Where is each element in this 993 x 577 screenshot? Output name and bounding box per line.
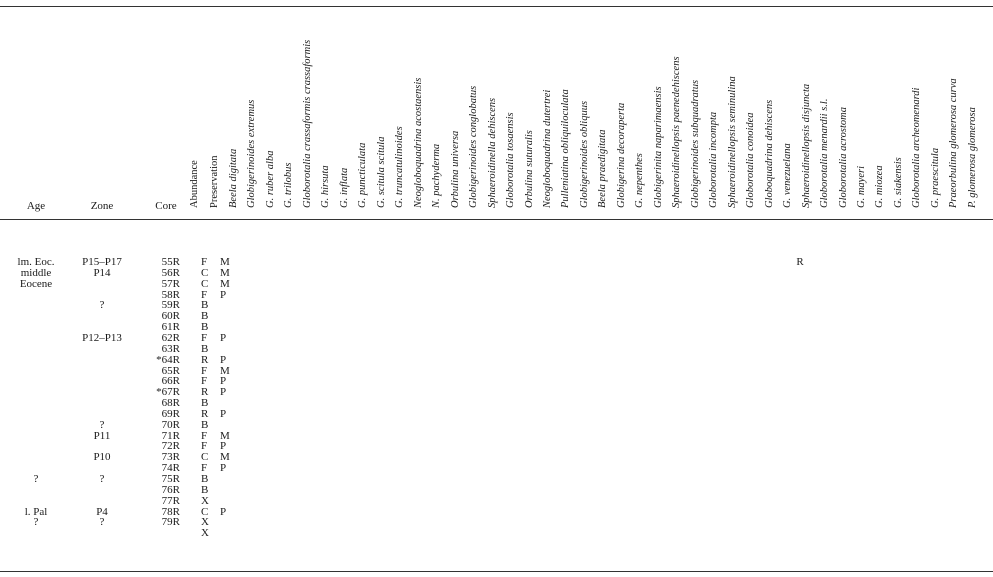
zone-cell: ?: [99, 418, 105, 431]
species-header: Orbulina suturalis: [523, 130, 535, 208]
species-header: G. truncatulinoides: [394, 126, 406, 208]
species-header: P. glomerosa glomerosa: [966, 107, 978, 208]
zone-cell: P14: [93, 266, 111, 279]
species-header: G. siakensis: [892, 157, 904, 208]
abundance-cell: F: [201, 375, 208, 388]
preservation-cell: P: [220, 505, 227, 518]
abundance-cell: F: [201, 331, 208, 344]
preservation-cell: P: [220, 386, 227, 399]
species-header: G. inflata: [338, 167, 350, 208]
abundance-cell: X: [201, 527, 209, 540]
table-bottom-rule: [0, 571, 993, 572]
core-cell: *64R: [156, 353, 180, 366]
zone-cell: P11: [93, 429, 111, 442]
abundance-cell: B: [201, 299, 209, 312]
abundance-cell: X: [201, 516, 209, 529]
header-abundance: Abundance: [189, 160, 200, 208]
header-age: Age: [26, 200, 46, 212]
preservation-cell: P: [220, 407, 227, 420]
species-header: G. hirsuta: [320, 165, 332, 208]
core-cell: 73R: [161, 451, 180, 464]
abundance-cell: R: [201, 353, 209, 366]
species-header: Sphaeroidinellopsis seminulina: [726, 76, 738, 208]
preservation-cell: P: [220, 440, 227, 453]
core-cell: 56R: [161, 266, 180, 279]
abundance-cell: C: [201, 266, 209, 279]
abundance-cell: R: [201, 386, 209, 399]
zone-cell: ?: [99, 516, 105, 529]
species-header: Neogloboquadrina acostaensis: [412, 77, 424, 208]
species-header: G. mayeri: [855, 166, 867, 208]
preservation-cell: P: [220, 462, 227, 475]
preservation-cell: M: [220, 266, 230, 279]
core-cell: *67R: [156, 386, 180, 399]
species-header: Globigerinoides subquadratus: [689, 79, 701, 208]
preservation-cell: P: [220, 288, 227, 301]
species-header: G. venezuelana: [782, 143, 794, 208]
zone-cell: ?: [99, 473, 105, 485]
core-cell: 72R: [161, 440, 180, 453]
age-cell: ?: [33, 473, 39, 485]
abundance-cell: F: [201, 429, 208, 442]
age-cell: middle: [20, 266, 52, 279]
species-header: G. scitula scitula: [375, 136, 387, 208]
preservation-cell: P: [220, 353, 227, 366]
core-cell: 77R: [161, 494, 180, 507]
core-cell: 62R: [161, 331, 180, 344]
species-header: Globigerinoides conglobatus: [468, 85, 480, 208]
core-cell: 61R: [161, 321, 180, 334]
species-header: Globoquadrina dehiscens: [763, 99, 775, 208]
age-cell: lm. Eoc.: [17, 256, 55, 268]
species-header: G. trilobus: [283, 162, 295, 208]
abundance-cell: C: [201, 277, 209, 290]
abundance-cell: R: [201, 407, 209, 420]
species-header: Beela praedigitata: [597, 129, 609, 208]
species-header: Globigerina decoraperta: [615, 102, 627, 208]
species-header: Globigerinita naparimaensis: [652, 86, 664, 208]
species-header: Globorotalia menardii s.l.: [819, 98, 831, 208]
species-header: Globigerinoides obliquus: [578, 100, 590, 208]
species-header: G. ruber alba: [264, 150, 276, 208]
core-cell: 79R: [161, 516, 180, 529]
species-header: Globorotalia archeomenardi: [911, 87, 923, 208]
abundance-cell: B: [201, 321, 209, 334]
abundance-cell: B: [201, 418, 209, 431]
species-header: N. pachyderma: [431, 143, 443, 208]
core-cell: 75R: [161, 473, 180, 485]
core-cell: 63R: [161, 342, 180, 355]
age-cell: ?: [33, 516, 39, 529]
species-header: Beela digitata: [228, 148, 239, 208]
core-cell: 76R: [161, 483, 180, 496]
species-header: Globorotalia crassaformis crassaformis: [301, 39, 313, 208]
species-header: Sphaeroidinella dehiscens: [486, 97, 498, 208]
zone-cell: P4: [96, 505, 108, 518]
header-zone: Zone: [90, 200, 114, 212]
species-header: Pulleniatina obliquiloculata: [560, 89, 572, 208]
occurrence-mark: R: [796, 256, 804, 268]
abundance-cell: B: [201, 342, 209, 355]
species-header: Sphaeroidinellopsis disjuncta: [800, 83, 812, 208]
species-header: Globorotalia acrostoma: [837, 106, 849, 208]
core-cell: 65R: [161, 364, 180, 377]
core-cell: 69R: [161, 407, 180, 420]
species-header: G. puncticulata: [357, 142, 369, 208]
core-cell: 66R: [161, 375, 180, 388]
species-header: Globorotalia tosaensis: [505, 112, 517, 208]
zone-cell: P10: [93, 451, 111, 464]
species-header: Globorotalia incompta: [708, 111, 720, 208]
species-header: Sphaeroidinellopsis paenedehiscens: [671, 56, 683, 208]
preservation-cell: M: [220, 364, 230, 377]
abundance-cell: B: [201, 483, 209, 496]
abundance-cell: F: [201, 288, 208, 301]
species-header: G. praescitula: [929, 147, 941, 208]
species-header: Neogloboquadrina dutertrei: [541, 89, 553, 208]
core-cell: 74R: [161, 462, 180, 475]
core-cell: 70R: [161, 418, 180, 431]
core-cell: 68R: [161, 397, 180, 410]
core-cell: 60R: [161, 310, 180, 323]
species-header: Praeorbulina glomerosa curva: [948, 78, 960, 208]
zone-cell: ?: [99, 299, 105, 312]
abundance-cell: F: [201, 364, 208, 377]
species-header: G. nepenthes: [634, 153, 646, 208]
age-cell: Eocene: [19, 277, 53, 290]
preservation-cell: P: [220, 331, 227, 344]
core-cell: 58R: [161, 288, 180, 301]
species-header: Orbulina universa: [449, 130, 461, 208]
preservation-cell: M: [220, 256, 230, 268]
preservation-cell: P: [220, 375, 227, 388]
preservation-cell: M: [220, 451, 230, 464]
preservation-cell: M: [220, 277, 230, 290]
zone-cell: P15–P17: [82, 256, 122, 268]
abundance-cell: F: [201, 440, 208, 453]
preservation-cell: M: [220, 429, 230, 442]
header-rule: [0, 219, 993, 220]
species-header: Globigerinoides extremus: [246, 99, 258, 208]
abundance-cell: B: [201, 473, 209, 485]
abundance-cell: F: [201, 462, 208, 475]
abundance-cell: F: [201, 256, 208, 268]
zone-cell: P12–P13: [82, 331, 122, 344]
table-top-rule: [0, 6, 993, 7]
age-cell: l. Pal: [24, 505, 48, 518]
header-preservation: Preservation: [209, 155, 220, 208]
abundance-cell: B: [201, 310, 209, 323]
abundance-cell: X: [201, 494, 209, 507]
abundance-cell: C: [201, 505, 209, 518]
core-cell: 78R: [161, 505, 180, 518]
core-cell: 71R: [161, 429, 180, 442]
abundance-cell: B: [201, 397, 209, 410]
header-core: Core: [155, 200, 177, 212]
abundance-cell: C: [201, 451, 209, 464]
core-cell: 59R: [161, 299, 180, 312]
core-cell: 55R: [161, 256, 180, 268]
core-cell: 57R: [161, 277, 180, 290]
species-header: Globorotalia conoidea: [745, 112, 757, 208]
species-header: G. miozea: [874, 165, 886, 208]
